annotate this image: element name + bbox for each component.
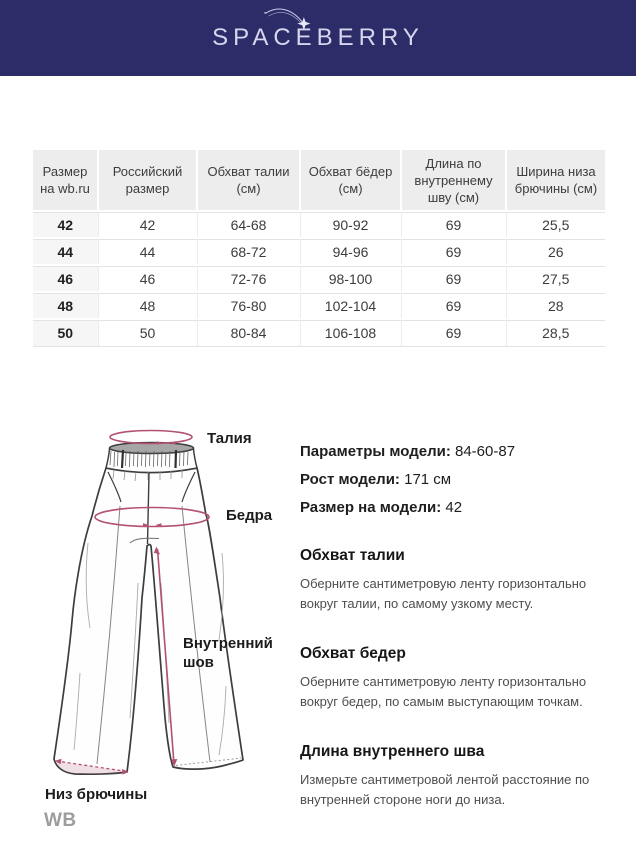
size-cell: 46 (33, 265, 98, 292)
table-cell: 27,5 (506, 265, 605, 292)
size-cell: 42 (33, 211, 98, 238)
table-cell: 69 (401, 292, 506, 319)
table-cell: 69 (401, 211, 506, 238)
model-height-line (300, 466, 620, 494)
table-cell: 46 (98, 265, 197, 292)
guide-title-waist: Обхват талии (300, 547, 405, 564)
column-header-leg-width: Ширина низа брючины (см) (506, 150, 605, 211)
table-cell: 106-108 (300, 319, 401, 346)
guide-section-waist (300, 546, 620, 614)
model-size-label: Размер на модели: (300, 499, 442, 516)
pants-diagram (30, 418, 280, 808)
guide-text-hips: Оберните сантиметровую ленту горизонтально вокруг бедер, по самым выступающим точкам. (300, 674, 587, 709)
model-params-value: 84-60-87 (455, 443, 516, 460)
column-header-inseam: Длина по внутреннему шву (см) (401, 150, 506, 211)
column-header-waist: Обхват талии (см) (197, 150, 300, 211)
table-cell: 64-68 (197, 211, 300, 238)
guide-section-inseam (300, 742, 620, 810)
diagram-label-hips: Бедра (226, 507, 273, 524)
table-cell: 69 (401, 238, 506, 265)
guide-text-inseam: Измерьте сантиметровой лентой расстояние по внутренней стороне ноги до низа. (300, 772, 590, 807)
table-cell: 44 (98, 238, 197, 265)
wb-watermark: WB (44, 810, 77, 831)
table-cell: 68-72 (197, 238, 300, 265)
brand-logo: SPACEBERRY (212, 24, 424, 51)
model-params-label: Параметры модели: (300, 443, 451, 460)
table-cell: 76-80 (197, 292, 300, 319)
table-cell: 72-76 (197, 265, 300, 292)
table-row (33, 265, 605, 292)
table-row (33, 211, 605, 238)
model-params-line (300, 438, 620, 466)
table-cell: 50 (98, 319, 197, 346)
table-row (33, 319, 605, 346)
table-cell: 26 (506, 238, 605, 265)
info-panel (300, 438, 620, 810)
table-cell: 25,5 (506, 211, 605, 238)
diagram-label-inseam: Внутренний шов (183, 635, 273, 671)
size-table (33, 150, 605, 347)
table-row (33, 292, 605, 319)
table-cell: 94-96 (300, 238, 401, 265)
table-header-row (33, 150, 605, 211)
column-header-wb-size: Размер на wb.ru (33, 150, 98, 211)
table-cell: 48 (98, 292, 197, 319)
column-header-hips: Обхват бёдер (см) (300, 150, 401, 211)
table-cell: 69 (401, 319, 506, 346)
size-cell: 50 (33, 319, 98, 346)
model-height-label: Рост модели: (300, 471, 400, 488)
waist-measure-ellipse (110, 431, 192, 444)
table-cell: 102-104 (300, 292, 401, 319)
table-row (33, 238, 605, 265)
table-cell: 69 (401, 265, 506, 292)
guide-title-hips: Обхват бедер (300, 645, 406, 662)
diagram-label-waist: Талия (207, 430, 252, 447)
table-cell: 98-100 (300, 265, 401, 292)
header-banner (0, 0, 636, 76)
table-cell: 90-92 (300, 211, 401, 238)
size-cell: 44 (33, 238, 98, 265)
model-size-line (300, 494, 620, 522)
model-height-value: 171 см (404, 471, 452, 488)
table-cell: 28,5 (506, 319, 605, 346)
table-cell: 28 (506, 292, 605, 319)
table-cell: 42 (98, 211, 197, 238)
model-size-value: 42 (445, 499, 463, 516)
size-cell: 48 (33, 292, 98, 319)
guide-title-inseam: Длина внутреннего шва (300, 743, 485, 760)
column-header-ru-size: Российский размер (98, 150, 197, 211)
diagram-label-hem: Низ брючины (45, 786, 148, 803)
table-cell: 80-84 (197, 319, 300, 346)
guide-section-hips (300, 644, 620, 712)
guide-text-waist: Оберните сантиметровую ленту горизонтально вокруг талии, по самому узкому месту. (300, 576, 587, 611)
